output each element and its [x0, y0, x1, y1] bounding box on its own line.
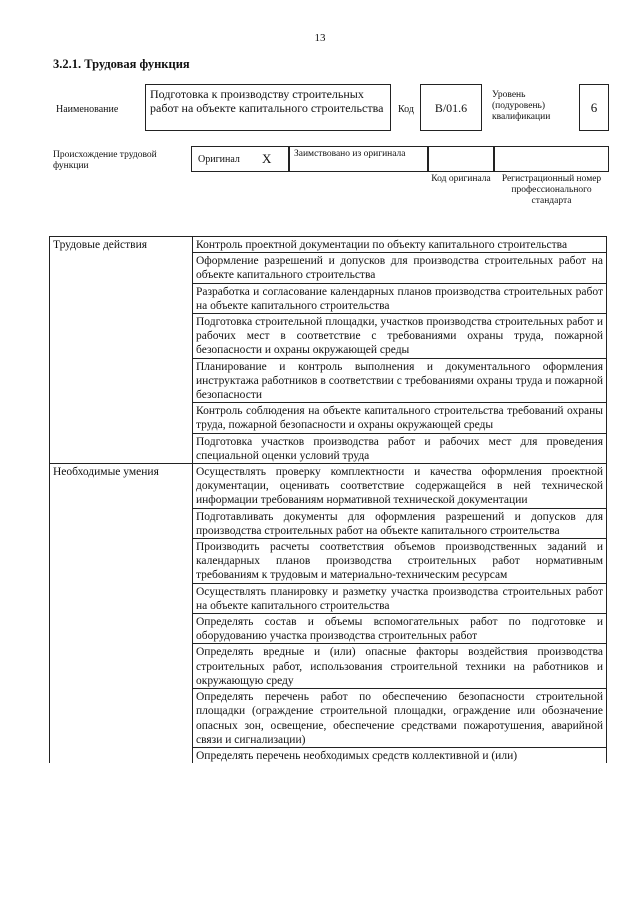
table-cell: Разработка и согласование календарных планов производства строительных работ на объекте капитального строительства: [193, 283, 607, 313]
table-cell: Контроль проектной документации по объекту капитального строительства: [193, 237, 607, 253]
original-mark: X: [262, 151, 272, 166]
level-value-box: [579, 84, 609, 131]
table-row: [50, 237, 607, 253]
code-value-box: [420, 84, 482, 131]
table-cell: Контроль соблюдения на объекте капитального строительства требований охраны труда, пожарной безопасности и охраны окружающей среды: [193, 403, 607, 433]
orig-code-caption: Код оригинала: [431, 174, 491, 184]
table-cell: Оформление разрешений и допусков для производства строительных работ на объекте капитального строительства: [193, 253, 607, 283]
name-value: Подготовка к производству строительных работ на объекте капитального строительства: [150, 87, 384, 115]
origin-label: Происхождение трудовой функции: [53, 150, 157, 171]
original-label: Оригинал: [198, 154, 240, 165]
table-cell: Подготовка строительной площадки, участков производства строительных работ и рабочих мест в соответствие с требованиями охраны труда, пожарной безопасности и охраны окружающей среды: [193, 314, 607, 359]
table-row: [50, 464, 607, 509]
table-cell: Производить расчеты соответствия объемов производственных заданий и календарных планов производства строительных работ нормативным требованиям к трудовым и материально-техническим ресурсам: [193, 539, 607, 584]
row-heading: Трудовые действия: [50, 237, 193, 464]
borrowed-box: [289, 146, 428, 172]
name-value-box: [145, 84, 391, 131]
level-label: Уровень (подуровень) квалификации: [492, 90, 551, 122]
level-value: 6: [590, 100, 598, 115]
name-label: Наименование: [56, 104, 119, 115]
orig-code-box: [428, 146, 494, 172]
table-cell: Определять перечень необходимых средств коллективной и (или): [193, 747, 607, 763]
original-box: [191, 146, 289, 172]
table-cell: Подготовка участков производства работ и рабочих мест для проведения специальной оценки условий труда: [193, 433, 607, 463]
table-cell: Определять перечень работ по обеспечению безопасности строительной площадки (ограждение строительной площадки, ограждение или обозначение опасных зон, освещение, обеспечение средствами пожаротушения, аварийной связи и сигнализации): [193, 689, 607, 748]
borrowed-label: Заимствовано из оригинала: [294, 149, 406, 159]
reg-number-caption: Регистрационный номер профессионального стандарта: [501, 174, 602, 206]
page-number: 13: [314, 32, 326, 44]
table-cell: Осуществлять проверку комплектности и качества оформления проектной документации, оценивать соответствие содержащейся в ней технической информации требованиям нормативной технической документации: [193, 464, 607, 509]
code-value: В/01.6: [434, 101, 468, 115]
row-heading: Необходимые умения: [50, 464, 193, 764]
table-cell: Подготавливать документы для оформления разрешений и допусков для производства строительных работ на объекте капитального строительства: [193, 508, 607, 538]
reg-number-box: [494, 146, 609, 172]
table-cell: Определять вредные и (или) опасные факторы воздействия производства строительных работ, использования строительной техники на работников и окружающую среду: [193, 644, 607, 689]
section-title: 3.2.1. Трудовая функция: [53, 57, 190, 71]
table-cell: Осуществлять планировку и разметку участка производства строительных работ на объекте капитального строительства: [193, 583, 607, 613]
code-label: Код: [398, 104, 414, 115]
table-cell: Планирование и контроль выполнения и документального оформления инструктажа работников в соответствии с требованиями охраны труда и пожарной безопасности: [193, 358, 607, 403]
function-table: [49, 236, 607, 763]
table-cell: Определять состав и объемы вспомогательных работ по подготовке и оборудованию участка производства строительных работ: [193, 614, 607, 644]
